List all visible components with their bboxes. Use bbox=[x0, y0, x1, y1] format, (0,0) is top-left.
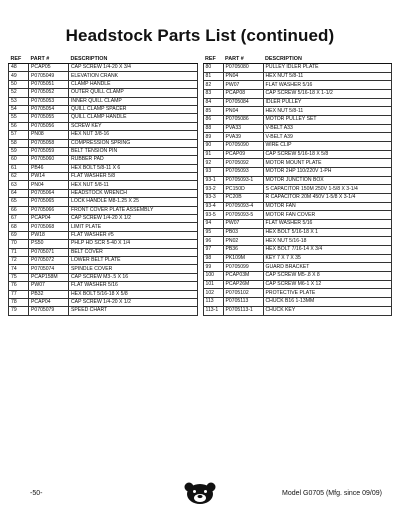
ref-cell: 80 bbox=[203, 64, 223, 73]
description-cell: MOTOR PULLEY SET bbox=[263, 116, 392, 125]
description-cell: KEY 7 X 7 X 35 bbox=[263, 254, 392, 263]
description-cell: ELEVATION CRANK bbox=[69, 72, 198, 80]
part-number-cell: P0705071 bbox=[29, 248, 69, 256]
part-number-cell: P0705053 bbox=[29, 97, 69, 105]
description-cell: PULLEY IDLER PLATE bbox=[263, 64, 392, 73]
ref-cell: 97 bbox=[203, 246, 223, 255]
part-header: PART # bbox=[223, 55, 263, 64]
part-number-cell: PW07 bbox=[223, 81, 263, 90]
ref-cell: 86 bbox=[203, 116, 223, 125]
description-cell: CAP SCREW 1/4-20 X 1/2 bbox=[69, 215, 198, 223]
ref-header: REF bbox=[203, 55, 223, 64]
ref-cell: 56 bbox=[9, 122, 29, 130]
description-cell: CAP SCREW 1/4-20 X 3/4 bbox=[69, 64, 198, 72]
ref-cell: 85 bbox=[203, 107, 223, 116]
description-cell: LIMIT PLATE bbox=[69, 223, 198, 231]
description-cell: HEX BOLT 7/16-14 X 3/4 bbox=[263, 246, 392, 255]
description-cell: MOTOR JUNCTION BOX bbox=[263, 176, 392, 185]
part-number-cell: P0705093-4 bbox=[223, 202, 263, 211]
ref-cell: 66 bbox=[9, 206, 29, 214]
table-row bbox=[9, 198, 198, 206]
ref-cell: 78 bbox=[9, 298, 29, 306]
description-cell: CAP SCREW 1/4-20 X 1/2 bbox=[69, 298, 198, 306]
part-number-cell: P0705051 bbox=[29, 80, 69, 88]
ref-cell: 90 bbox=[203, 142, 223, 151]
table-row bbox=[203, 168, 392, 177]
table-row bbox=[203, 272, 392, 281]
part-number-cell: P0705084 bbox=[223, 98, 263, 107]
table-row bbox=[203, 211, 392, 220]
part-number-cell: PN02 bbox=[223, 237, 263, 246]
ref-cell: 81 bbox=[203, 72, 223, 81]
ref-cell: 96 bbox=[203, 237, 223, 246]
ref-cell: 113-1 bbox=[203, 306, 223, 315]
table-row bbox=[203, 133, 392, 142]
table-row bbox=[9, 97, 198, 105]
parts-table-right-body bbox=[203, 64, 392, 316]
description-cell: HEX BOLT 5/8-11 X 6 bbox=[69, 164, 198, 172]
table-row bbox=[9, 72, 198, 80]
description-cell: CAP SCREW M5-.8 X 8 bbox=[263, 272, 392, 281]
description-cell: CAP SCREW M3-.5 X 16 bbox=[69, 273, 198, 281]
part-number-cell: P0705102 bbox=[223, 289, 263, 298]
part-number-cell: PCAP04 bbox=[29, 298, 69, 306]
part-number-cell: PB03 bbox=[223, 228, 263, 237]
description-cell: HEX NUT 5/8-11 bbox=[263, 107, 392, 116]
ref-cell: 54 bbox=[9, 105, 29, 113]
part-number-cell: P0705072 bbox=[29, 256, 69, 264]
table-row bbox=[203, 280, 392, 289]
part-number-cell: P0705093-1 bbox=[223, 176, 263, 185]
description-cell: CHUCK KEY bbox=[263, 306, 392, 315]
part-number-cell: P0705093 bbox=[223, 168, 263, 177]
description-cell: S CAPACITOR 150M 250V 1-5/8 X 3-1/4 bbox=[263, 185, 392, 194]
table-row bbox=[203, 90, 392, 99]
ref-cell: 102 bbox=[203, 289, 223, 298]
table-row bbox=[9, 139, 198, 147]
ref-cell: 55 bbox=[9, 114, 29, 122]
ref-cell: 84 bbox=[203, 98, 223, 107]
description-cell: CAP SCREW M6-1 X 12 bbox=[263, 280, 392, 289]
part-number-cell: PB46 bbox=[29, 164, 69, 172]
part-number-cell: PVA39 bbox=[223, 133, 263, 142]
ref-cell: 67 bbox=[9, 215, 29, 223]
part-header: PART # bbox=[29, 55, 69, 64]
part-number-cell: P0705066 bbox=[29, 206, 69, 214]
part-number-cell: PB32 bbox=[29, 290, 69, 298]
table-row bbox=[203, 202, 392, 211]
ref-cell: 113 bbox=[203, 298, 223, 307]
description-cell: HEX NUT 3/8-16 bbox=[69, 131, 198, 139]
table-row bbox=[9, 156, 198, 164]
part-number-cell: PCAP04 bbox=[29, 215, 69, 223]
part-number-cell: P0705099 bbox=[223, 263, 263, 272]
part-number-cell: PCAP08 bbox=[223, 90, 263, 99]
table-row bbox=[9, 256, 198, 264]
ref-cell: 88 bbox=[203, 124, 223, 133]
ref-cell: 93-4 bbox=[203, 202, 223, 211]
description-cell: MOTOR MOUNT PLATE bbox=[263, 159, 392, 168]
ref-cell: 53 bbox=[9, 97, 29, 105]
ref-cell: 72 bbox=[9, 256, 29, 264]
description-cell: FLAT WASHER 5/16 bbox=[263, 220, 392, 229]
table-row bbox=[9, 181, 198, 189]
table-header-row bbox=[9, 55, 198, 64]
ref-cell: 83 bbox=[203, 90, 223, 99]
table-row bbox=[203, 185, 392, 194]
ref-cell: 68 bbox=[9, 223, 29, 231]
table-row bbox=[203, 228, 392, 237]
ref-cell: 71 bbox=[9, 248, 29, 256]
table-row bbox=[203, 64, 392, 73]
part-number-cell: P0705092 bbox=[223, 159, 263, 168]
ref-cell: 89 bbox=[203, 133, 223, 142]
bear-head-logo-icon bbox=[181, 481, 219, 505]
part-number-cell: PN08 bbox=[29, 131, 69, 139]
table-row bbox=[203, 176, 392, 185]
table-row bbox=[9, 240, 198, 248]
part-number-cell: P0705086 bbox=[223, 116, 263, 125]
ref-cell: 59 bbox=[9, 147, 29, 155]
ref-cell: 60 bbox=[9, 156, 29, 164]
description-cell: BELT COVER bbox=[69, 248, 198, 256]
table-row bbox=[203, 116, 392, 125]
part-number-cell: PVA33 bbox=[223, 124, 263, 133]
description-cell: HEX BOLT 5/16-18 X 5/8 bbox=[69, 290, 198, 298]
part-number-cell: PW18 bbox=[29, 231, 69, 239]
description-cell: R CAPACITOR 20M 450V 1-5/8 X 3-1/4 bbox=[263, 194, 392, 203]
description-cell: FLAT WASHER 5/8 bbox=[69, 173, 198, 181]
description-cell: CLAMP HANDLE bbox=[69, 80, 198, 88]
description-cell: V-BELT A39 bbox=[263, 133, 392, 142]
ref-header: REF bbox=[9, 55, 29, 64]
ref-cell: 93-2 bbox=[203, 185, 223, 194]
ref-cell: 63 bbox=[9, 181, 29, 189]
description-cell: FLAT WASHER 5/16 bbox=[69, 282, 198, 290]
table-row bbox=[9, 64, 198, 72]
ref-cell: 57 bbox=[9, 131, 29, 139]
description-cell: QUILL CLAMP HANDLE bbox=[69, 114, 198, 122]
table-row bbox=[9, 298, 198, 306]
table-row bbox=[9, 307, 198, 315]
description-cell: PROTECTIVE PLATE bbox=[263, 289, 392, 298]
table-row bbox=[9, 173, 198, 181]
table-row bbox=[9, 189, 198, 197]
table-row bbox=[9, 80, 198, 88]
table-row bbox=[9, 248, 198, 256]
description-cell: HEX NUT 5/8-11 bbox=[69, 181, 198, 189]
description-cell: SCREW KEY bbox=[69, 122, 198, 130]
table-row bbox=[9, 147, 198, 155]
ref-cell: 74 bbox=[9, 265, 29, 273]
description-cell: OUTER QUILL CLAMP bbox=[69, 89, 198, 97]
table-row bbox=[9, 265, 198, 273]
part-number-cell: P0705090 bbox=[223, 142, 263, 151]
ref-cell: 93-1 bbox=[203, 176, 223, 185]
ref-cell: 99 bbox=[203, 263, 223, 272]
ref-cell: 65 bbox=[9, 198, 29, 206]
part-number-cell: P0705058 bbox=[29, 139, 69, 147]
ref-cell: 92 bbox=[203, 159, 223, 168]
ref-cell: 48 bbox=[9, 64, 29, 72]
description-cell: FLAT WASHER #5 bbox=[69, 231, 198, 239]
ref-cell: 52 bbox=[9, 89, 29, 97]
description-cell: MOTOR FAN COVER bbox=[263, 211, 392, 220]
description-cell: PHLP HD SCR 5-40 X 1/4 bbox=[69, 240, 198, 248]
part-number-cell: P0705052 bbox=[29, 89, 69, 97]
table-row bbox=[9, 231, 198, 239]
description-cell: RUBBER PAD bbox=[69, 156, 198, 164]
description-cell: WIRE CLIP bbox=[263, 142, 392, 151]
ref-cell: 64 bbox=[9, 189, 29, 197]
part-number-cell: PW07 bbox=[223, 220, 263, 229]
description-cell: CAP SCREW 5/16-18 X 5/8 bbox=[263, 150, 392, 159]
part-number-cell: PW14 bbox=[29, 173, 69, 181]
description-cell: BELT TENSION PIN bbox=[69, 147, 198, 155]
ref-cell: 82 bbox=[203, 81, 223, 90]
page-title: Headstock Parts List (continued) bbox=[65, 26, 335, 45]
ref-cell: 75 bbox=[9, 273, 29, 281]
table-row bbox=[9, 290, 198, 298]
part-number-cell: PK109M bbox=[223, 254, 263, 263]
part-number-cell: PW07 bbox=[29, 282, 69, 290]
ref-cell: 93 bbox=[203, 168, 223, 177]
table-row bbox=[203, 246, 392, 255]
ref-cell: 62 bbox=[9, 173, 29, 181]
description-cell: GUARD BRACKET bbox=[263, 263, 392, 272]
table-row bbox=[9, 122, 198, 130]
table-row bbox=[203, 254, 392, 263]
table-row bbox=[203, 98, 392, 107]
part-number-cell: PCAP09 bbox=[223, 150, 263, 159]
part-number-cell: P0705060 bbox=[29, 156, 69, 164]
part-number-cell: PCAP158M bbox=[29, 273, 69, 281]
part-number-cell: PCAP05 bbox=[29, 64, 69, 72]
part-number-cell: P0705064 bbox=[29, 189, 69, 197]
table-row bbox=[203, 237, 392, 246]
description-cell: HEX NUT 5/16-18 bbox=[263, 237, 392, 246]
table-row bbox=[203, 81, 392, 90]
description-cell: V-BELT A33 bbox=[263, 124, 392, 133]
parts-table-left-body bbox=[9, 64, 198, 316]
description-cell: QUILL CLAMP SPACER bbox=[69, 105, 198, 113]
part-number-cell: P0705065 bbox=[29, 198, 69, 206]
ref-cell: 101 bbox=[203, 280, 223, 289]
part-number-cell: PC150D bbox=[223, 185, 263, 194]
table-row bbox=[203, 298, 392, 307]
part-number-cell: PN04 bbox=[223, 107, 263, 116]
table-row bbox=[203, 306, 392, 315]
ref-cell: 49 bbox=[9, 72, 29, 80]
description-cell: FLAT WASHER 5/16 bbox=[263, 81, 392, 90]
table-row bbox=[9, 282, 198, 290]
description-cell: SPEED CHART bbox=[69, 307, 198, 315]
description-cell: CAP SCREW 5/16-18 X 1-1/2 bbox=[263, 90, 392, 99]
table-row bbox=[9, 131, 198, 139]
part-number-cell: P0705079 bbox=[29, 307, 69, 315]
part-number-cell: P0705068 bbox=[29, 223, 69, 231]
part-number-cell: P0705113-1 bbox=[223, 306, 263, 315]
description-cell: FRONT COVER PLATE ASSEMBLY bbox=[69, 206, 198, 214]
table-row bbox=[9, 105, 198, 113]
description-cell: HEADSTOCK WRENCH bbox=[69, 189, 198, 197]
description-cell: CHUCK B16 1-13MM bbox=[263, 298, 392, 307]
parts-table-left bbox=[8, 55, 198, 316]
table-row bbox=[203, 263, 392, 272]
ref-cell: 50 bbox=[9, 80, 29, 88]
ref-cell: 70 bbox=[9, 240, 29, 248]
part-number-cell: P0705093-5 bbox=[223, 211, 263, 220]
part-number-cell: PN04 bbox=[223, 72, 263, 81]
table-row bbox=[203, 107, 392, 116]
part-number-cell: P0705074 bbox=[29, 265, 69, 273]
description-cell: MOTOR 2HP 110/220V 1-PH bbox=[263, 168, 392, 177]
ref-cell: 94 bbox=[203, 220, 223, 229]
description-cell: COMPRESSION SPRING bbox=[69, 139, 198, 147]
ref-cell: 61 bbox=[9, 164, 29, 172]
ref-cell: 91 bbox=[203, 150, 223, 159]
ref-cell: 79 bbox=[9, 307, 29, 315]
part-number-cell: P0705113 bbox=[223, 298, 263, 307]
ref-cell: 76 bbox=[9, 282, 29, 290]
ref-cell: 77 bbox=[9, 290, 29, 298]
table-row bbox=[9, 273, 198, 281]
ref-cell: 69 bbox=[9, 231, 29, 239]
part-number-cell: P0705059 bbox=[29, 147, 69, 155]
table-row bbox=[203, 142, 392, 151]
description-cell: IDLER PULLEY bbox=[263, 98, 392, 107]
table-row bbox=[203, 220, 392, 229]
table-row bbox=[9, 114, 198, 122]
part-number-cell: PB36 bbox=[223, 246, 263, 255]
part-number-cell: P0705056 bbox=[29, 122, 69, 130]
ref-cell: 58 bbox=[9, 139, 29, 147]
ref-cell: 95 bbox=[203, 228, 223, 237]
table-header-row bbox=[203, 55, 392, 64]
table-row bbox=[203, 289, 392, 298]
table-row bbox=[9, 215, 198, 223]
description-cell: LOCK HANDLE M8-1.25 X 25 bbox=[69, 198, 198, 206]
description-cell: MOTOR FAN bbox=[263, 202, 392, 211]
part-number-cell: PC20B bbox=[223, 194, 263, 203]
table-row bbox=[203, 194, 392, 203]
part-number-cell: P0705049 bbox=[29, 72, 69, 80]
part-number-cell: PS50 bbox=[29, 240, 69, 248]
description-cell: INNER QUILL CLAMP bbox=[69, 97, 198, 105]
table-row bbox=[9, 223, 198, 231]
part-number-cell: P0705055 bbox=[29, 114, 69, 122]
ref-cell: 98 bbox=[203, 254, 223, 263]
table-row bbox=[9, 89, 198, 97]
description-cell: SPINDLE COVER bbox=[69, 265, 198, 273]
description-header: DESCRIPTION bbox=[263, 55, 392, 64]
page-number: -50- bbox=[30, 490, 43, 497]
table-row bbox=[9, 206, 198, 214]
parts-tables bbox=[8, 55, 392, 316]
table-row bbox=[203, 159, 392, 168]
part-number-cell: PCAP03M bbox=[223, 272, 263, 281]
ref-cell: 93-5 bbox=[203, 211, 223, 220]
part-number-cell: P0705080 bbox=[223, 64, 263, 73]
model-info: Model G0705 (Mfg. since 09/09) bbox=[282, 490, 382, 497]
part-number-cell: PN04 bbox=[29, 181, 69, 189]
description-header: DESCRIPTION bbox=[69, 55, 198, 64]
part-number-cell: P0705054 bbox=[29, 105, 69, 113]
part-number-cell: PCAP26M bbox=[223, 280, 263, 289]
table-row bbox=[203, 150, 392, 159]
ref-cell: 100 bbox=[203, 272, 223, 281]
table-row bbox=[9, 164, 198, 172]
table-row bbox=[203, 124, 392, 133]
table-row bbox=[203, 72, 392, 81]
ref-cell: 93-3 bbox=[203, 194, 223, 203]
description-cell: HEX NUT 5/8-11 bbox=[263, 72, 392, 81]
parts-table-right bbox=[203, 55, 393, 316]
description-cell: LOWER BELT PLATE bbox=[69, 256, 198, 264]
description-cell: HEX BOLT 5/16-18 X 1 bbox=[263, 228, 392, 237]
